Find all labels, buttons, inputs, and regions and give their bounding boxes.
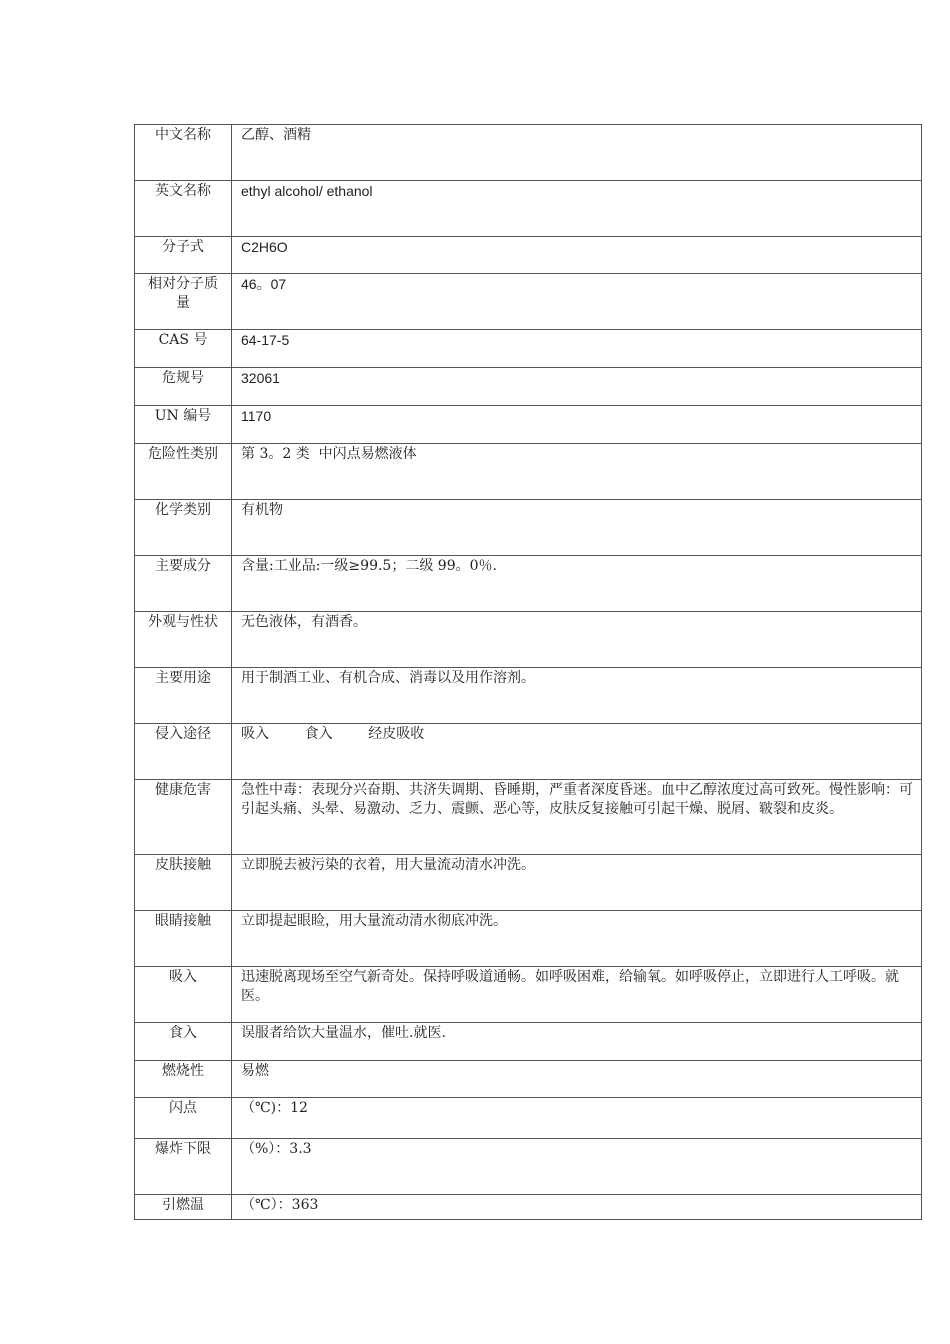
row-label: 闪点 (135, 1098, 232, 1139)
row-label: 危险性类别 (135, 444, 232, 500)
table-row (135, 612, 922, 668)
row-value: 第 3。2 类 中闪点易燃液体 (232, 444, 922, 500)
table-row (135, 330, 922, 368)
row-label: 爆炸下限 (135, 1139, 232, 1195)
row-value: 用于制酒工业、有机合成、消毒以及用作溶剂。 (232, 668, 922, 724)
row-value: 吸入 食入 经皮吸收 (232, 724, 922, 780)
row-value: 立即提起眼睑，用大量流动清水彻底冲洗。 (232, 911, 922, 967)
row-value: 32061 (232, 368, 922, 406)
row-label: 主要成分 (135, 556, 232, 612)
row-value: 无色液体，有酒香。 (232, 612, 922, 668)
row-label: 外观与性状 (135, 612, 232, 668)
table-row (135, 967, 922, 1023)
table-row (135, 911, 922, 967)
table-row (135, 368, 922, 406)
table-row (135, 237, 922, 274)
row-value: 乙醇、酒精 (232, 125, 922, 181)
row-label: 化学类别 (135, 500, 232, 556)
row-value: 64-17-5 (232, 330, 922, 368)
row-label: 引燃温 (135, 1195, 232, 1220)
table-row (135, 125, 922, 181)
row-label: 吸入 (135, 967, 232, 1023)
row-label: 食入 (135, 1023, 232, 1061)
table-row (135, 1098, 922, 1139)
row-label: 皮肤接触 (135, 855, 232, 911)
table-row (135, 1139, 922, 1195)
table-row (135, 724, 922, 780)
row-label: 中文名称 (135, 125, 232, 181)
row-value: （℃)：12 (232, 1098, 922, 1139)
row-value: 含量:工业品:一级≥99.5；二级 99。0％. (232, 556, 922, 612)
table-row (135, 406, 922, 444)
row-value: （℃）：363 (232, 1195, 922, 1220)
row-value: 有机物 (232, 500, 922, 556)
table-row (135, 500, 922, 556)
row-label: 英文名称 (135, 181, 232, 237)
table-row (135, 1023, 922, 1061)
table-row (135, 444, 922, 500)
row-value: ethyl alcohol/ ethanol (232, 181, 922, 237)
row-value: C2H6O (232, 237, 922, 274)
row-value: （%）：3.3 (232, 1139, 922, 1195)
msds-table (134, 124, 922, 1220)
table-row (135, 274, 922, 330)
row-label: 燃烧性 (135, 1061, 232, 1098)
row-value: 46。07 (232, 274, 922, 330)
row-label: 主要用途 (135, 668, 232, 724)
row-label: CAS 号 (135, 330, 232, 368)
row-value: 1170 (232, 406, 922, 444)
row-label: 分子式 (135, 237, 232, 274)
row-label: 相对分子质量 (135, 274, 232, 330)
row-value: 易燃 (232, 1061, 922, 1098)
row-label: 危规号 (135, 368, 232, 406)
table-row (135, 1195, 922, 1220)
table-row (135, 1061, 922, 1098)
row-label: UN 编号 (135, 406, 232, 444)
row-label: 侵入途径 (135, 724, 232, 780)
row-label: 健康危害 (135, 780, 232, 855)
row-value: 立即脱去被污染的衣着，用大量流动清水冲洗。 (232, 855, 922, 911)
table-row (135, 855, 922, 911)
row-value: 误服者给饮大量温水，催吐.就医. (232, 1023, 922, 1061)
table-row (135, 181, 922, 237)
table-row (135, 780, 922, 855)
row-label: 眼睛接触 (135, 911, 232, 967)
row-value: 急性中毒：表现分兴奋期、共济失调期、昏睡期，严重者深度昏迷。血中乙醇浓度过高可致死。慢性影响：可引起头痛、头晕、易激动、乏力、震颤、恶心等，皮肤反复接触可引起干燥、脱屑、皲裂和皮炎。 (232, 780, 922, 855)
table-row (135, 556, 922, 612)
table-row (135, 668, 922, 724)
row-value: 迅速脱离现场至空气新奇处。保持呼吸道通畅。如呼吸困难，给输氧。如呼吸停止，立即进行人工呼吸。就医。 (232, 967, 922, 1023)
